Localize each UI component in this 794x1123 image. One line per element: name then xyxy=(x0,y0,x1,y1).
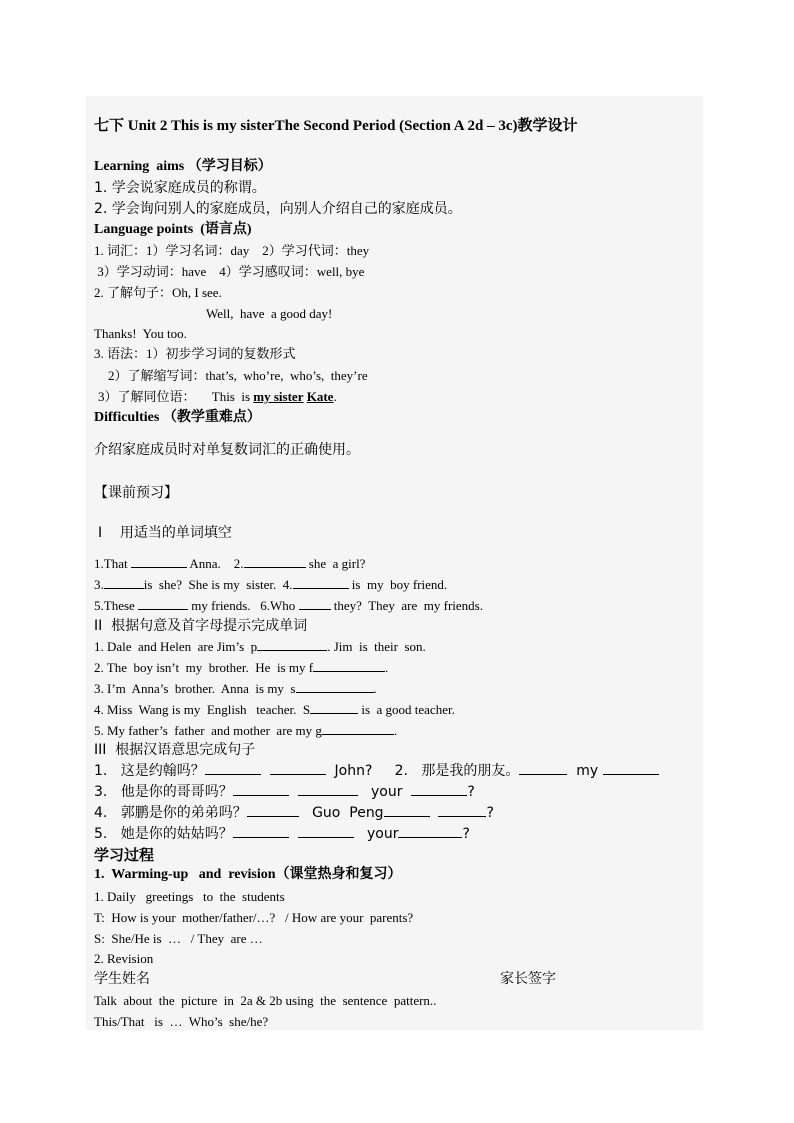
text: 2. The boy isn’t my brother. He is my f xyxy=(94,660,314,675)
warm-line-2: T: How is your mother/father/…? / How are your parents? xyxy=(94,910,414,925)
text: Anna. 2. xyxy=(186,556,244,571)
grammar-line-3 xyxy=(98,389,337,405)
answer-blank[interactable] xyxy=(298,784,358,796)
aim-item-2: 2. 学会询问别人的家庭成员，向别人介绍自己的家庭成员。 xyxy=(94,201,462,217)
sentence-line-1: 2. 了解句子：Oh, I see. xyxy=(94,285,222,300)
text: your xyxy=(357,784,412,800)
vocab-line-1: 1. 词汇：1）学习名词：day 2）学习代词：they xyxy=(94,243,370,258)
part2-line-3 xyxy=(94,681,377,697)
part1-heading: I 用适当的单词填空 xyxy=(98,525,232,541)
text: 4. Miss Wang is my English teacher. S xyxy=(94,702,311,717)
warm-line-1: 1. Daily greetings to the students xyxy=(94,889,285,904)
answer-blank[interactable] xyxy=(104,577,144,589)
text: 3. 他是你的哥哥吗？ xyxy=(94,784,233,800)
text: 1.That xyxy=(94,556,131,571)
text: . Jim is their son. xyxy=(327,639,426,654)
part3-line-1 xyxy=(94,762,659,780)
part2-line-2 xyxy=(94,660,388,676)
text: John? 2. 那是我的朋友。 xyxy=(325,763,520,779)
answer-blank[interactable] xyxy=(603,763,659,775)
grammar-line-2: 2）了解缩写词：that’s, who’re, who’s, they’re xyxy=(108,368,368,383)
difficulties-heading: Difficulties （教学重难点） xyxy=(94,410,261,425)
warm-line-3: S: She/He is … / They are … xyxy=(94,931,263,946)
part1-line-2 xyxy=(94,577,447,593)
part3-line-3 xyxy=(94,804,494,822)
answer-blank[interactable] xyxy=(233,826,289,838)
text: 1. Dale and Helen are Jim’s p xyxy=(94,639,258,654)
text: 5.These xyxy=(94,598,139,613)
answer-blank[interactable] xyxy=(322,723,394,735)
answer-blank[interactable] xyxy=(519,763,567,775)
text: is my boy friend. xyxy=(348,577,448,592)
text: ? xyxy=(486,805,494,821)
answer-blank[interactable] xyxy=(138,598,188,610)
answer-blank[interactable] xyxy=(233,784,289,796)
warming-up-heading: 1. Warming-up and revision（课堂热身和复习） xyxy=(94,867,402,882)
answer-blank[interactable] xyxy=(299,598,331,610)
sentence-line-2: Well, have a good day! xyxy=(206,306,333,321)
text: my friends. 6.Who xyxy=(188,598,299,613)
text: 4. 郭鹏是你的弟弟吗？ xyxy=(94,805,247,821)
part2-line-5 xyxy=(94,723,397,739)
language-points-heading: Language points (语言点) xyxy=(94,222,252,237)
text: 5. My father’s father and mother are my g xyxy=(94,723,322,738)
student-name-label: 学生姓名 xyxy=(94,971,150,987)
part1-line-1 xyxy=(94,556,365,572)
answer-blank[interactable] xyxy=(411,784,467,796)
part2-heading: II 根据句意及首字母提示完成单词 xyxy=(94,618,308,634)
sentence-line-3: Thanks! You too. xyxy=(94,326,187,341)
answer-blank[interactable] xyxy=(205,763,261,775)
text: 3. I’m Anna’s brother. Anna is my s xyxy=(94,681,296,696)
text: she a girl? xyxy=(305,556,366,571)
aim-item-1: 1. 学会说家庭成员的称谓。 xyxy=(94,180,266,196)
answer-blank[interactable] xyxy=(438,805,486,817)
sentence-pattern-line: This/That is … Who’s she/he? xyxy=(94,1014,269,1029)
part3-line-2 xyxy=(94,783,475,801)
text: . xyxy=(385,660,389,675)
answer-blank[interactable] xyxy=(244,556,306,568)
text: 3. xyxy=(94,577,104,592)
answer-blank[interactable] xyxy=(398,826,462,838)
learning-process-heading: 学习过程 xyxy=(94,846,155,864)
answer-blank[interactable] xyxy=(298,826,354,838)
learning-aims-heading: Learning aims （学习目标） xyxy=(94,159,272,174)
answer-blank[interactable] xyxy=(131,556,187,568)
revision-line: 2. Revision xyxy=(94,951,154,966)
grammar-line-3-text: 3）了解同位语： This is xyxy=(98,389,254,404)
text: 1. 这是约翰吗？ xyxy=(94,763,205,779)
part3-line-4 xyxy=(94,825,470,843)
part2-line-1 xyxy=(94,639,426,655)
text: is she? She is my sister. 4. xyxy=(143,577,293,592)
vocab-line-2: 3）学习动词：have 4）学习感叹词：well, bye xyxy=(94,264,365,279)
answer-blank[interactable] xyxy=(247,805,299,817)
text: they? They are my friends. xyxy=(330,598,483,613)
text: . xyxy=(393,723,398,738)
part1-line-3 xyxy=(94,598,483,614)
text: ? xyxy=(467,784,475,800)
answer-blank[interactable] xyxy=(293,577,349,589)
answer-blank[interactable] xyxy=(296,681,374,693)
text: . xyxy=(373,681,377,696)
preview-heading: 【课前预习】 xyxy=(94,485,178,501)
grammar-line-3-end: . xyxy=(333,389,337,404)
parent-signature-label: 家长签字 xyxy=(500,971,556,987)
appositive-b: Kate xyxy=(306,389,334,404)
appositive-a: my sister xyxy=(253,389,304,404)
part2-line-4 xyxy=(94,702,455,718)
text: ? xyxy=(462,826,470,842)
answer-blank[interactable] xyxy=(384,805,430,817)
document-title: 七下 Unit 2 This is my sisterThe Second Period (Section A 2d – 3c)教学设计 xyxy=(94,118,578,134)
text: my xyxy=(567,763,603,779)
answer-blank[interactable] xyxy=(257,639,327,651)
part3-heading: III 根据汉语意思完成句子 xyxy=(94,742,256,758)
answer-blank[interactable] xyxy=(270,763,326,775)
answer-blank[interactable] xyxy=(313,660,385,672)
difficulties-text: 介绍家庭成员时对单复数词汇的正确使用。 xyxy=(94,442,360,458)
grammar-line-1: 3. 语法：1）初步学习词的复数形式 xyxy=(94,346,296,361)
text: your xyxy=(353,826,399,842)
text: 5. 她是你的姑姑吗？ xyxy=(94,826,233,842)
answer-blank[interactable] xyxy=(310,702,358,714)
text: Guo Peng xyxy=(298,805,384,821)
text: is a good teacher. xyxy=(358,702,455,717)
talk-line: Talk about the picture in 2a & 2b using the sentence pattern.. xyxy=(94,993,437,1008)
